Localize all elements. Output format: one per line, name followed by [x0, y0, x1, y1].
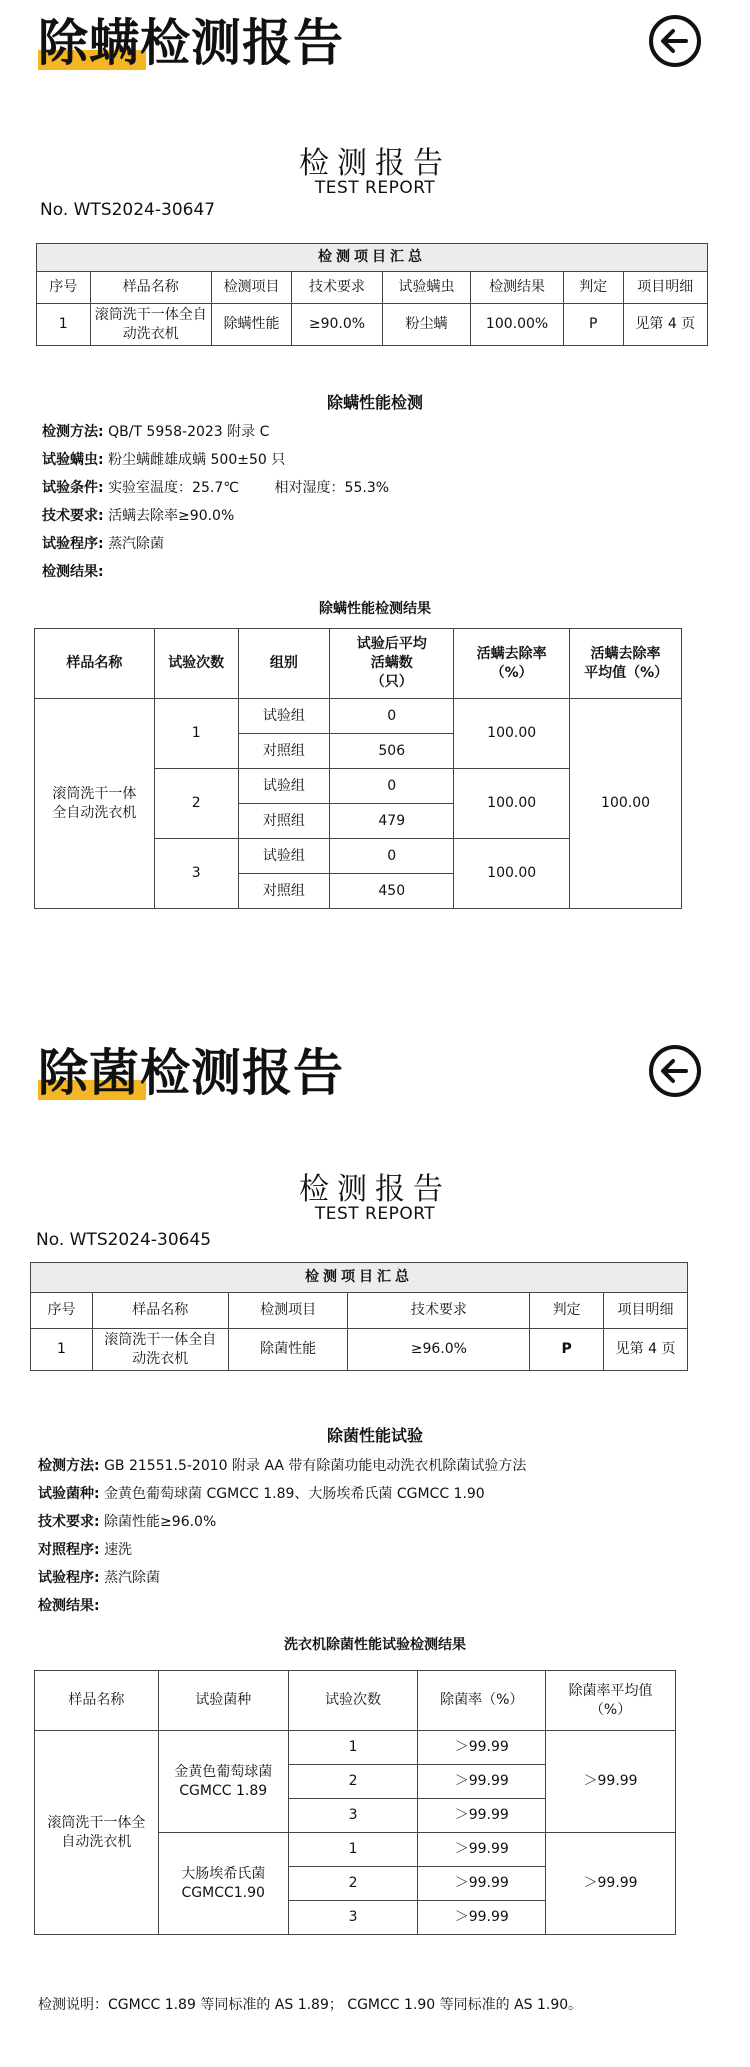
mite-count-cell: 0: [330, 769, 454, 804]
mite-count-cell: 0: [330, 839, 454, 874]
summary-header-row: [37, 272, 708, 304]
results-header-row: [35, 1671, 676, 1731]
removal-rate-cell: ＞99.99: [418, 1799, 546, 1833]
detail-value: 蒸汽除菌: [108, 536, 165, 552]
summary-cell: 除螨性能: [211, 304, 291, 346]
trial-number-cell: 3: [154, 839, 238, 909]
summary-header-cell: 样品名称: [92, 1293, 228, 1329]
detail-label: 试验菌种:: [38, 1486, 100, 1502]
group-label-cell: 对照组: [238, 874, 330, 909]
results-header-cell: 组别: [238, 629, 330, 699]
summary-cell: 见第 4 页: [604, 1329, 688, 1371]
report-subtitle: TEST REPORT: [314, 1204, 436, 1224]
mite-count-cell: 506: [330, 734, 454, 769]
detail-value: 除菌性能≥96.0%: [104, 1514, 217, 1530]
sample-name-cell: 滚筒洗干一体全自动洗衣机: [35, 699, 155, 909]
mite-count-cell: 0: [330, 699, 454, 734]
summary-header-cell: 试验螨虫: [382, 272, 471, 304]
test-details: [42, 418, 389, 586]
sample-name-cell: 滚筒洗干一体全自动洗衣机: [35, 1731, 159, 1935]
back-arrow-icon[interactable]: [648, 14, 702, 68]
detail-line: [42, 530, 389, 558]
detail-value: 实验室温度：25.7℃ 相对湿度：55.3%: [108, 480, 390, 496]
results-header-row: [35, 629, 682, 699]
group-label-cell: 对照组: [238, 734, 330, 769]
results-heading: 洗衣机除菌性能试验检测结果: [284, 1637, 466, 1653]
summary-cell: 见第 4 页: [623, 304, 707, 346]
group-label-cell: 对照组: [238, 804, 330, 839]
detail-line: [42, 474, 389, 502]
summary-table: [30, 1262, 688, 1371]
mite-report-section: [0, 0, 750, 1020]
results-header-cell: 活螨去除率（%）: [454, 629, 570, 699]
summary-header-cell: 技术要求: [292, 272, 383, 304]
detail-line: [42, 502, 389, 530]
results-header-cell: 试验菌种: [158, 1671, 288, 1731]
summary-header-cell: 项目明细: [623, 272, 707, 304]
average-rate-cell: ＞99.99: [546, 1731, 676, 1833]
removal-rate-cell: ＞99.99: [418, 1765, 546, 1799]
results-header-cell: 样品名称: [35, 1671, 159, 1731]
results-header-cell: 活螨去除率平均值（%）: [570, 629, 682, 699]
trial-number-cell: 3: [288, 1901, 418, 1935]
removal-rate-cell: ＞99.99: [418, 1833, 546, 1867]
summary-table: [36, 243, 708, 346]
mite-count-cell: 450: [330, 874, 454, 909]
summary-cell: P: [563, 304, 623, 346]
summary-cell: 除菌性能: [228, 1329, 348, 1371]
detail-line: [38, 1452, 526, 1480]
summary-row: [31, 1329, 688, 1371]
summary-caption: 检测项目汇总: [31, 1263, 688, 1293]
trial-number-cell: 1: [154, 699, 238, 769]
summary-header-cell: 技术要求: [348, 1293, 530, 1329]
removal-rate-cell: ＞99.99: [418, 1731, 546, 1765]
test-note: 检测说明：CGMCC 1.89 等同标准的 AS 1.89； CGMCC 1.90 等同标准的 AS 1.90。: [38, 1997, 583, 2013]
summary-cell: ≥96.0%: [348, 1329, 530, 1371]
results-header-cell: 除菌率（%）: [418, 1671, 546, 1731]
detail-line: [38, 1480, 526, 1508]
section-header: [38, 12, 344, 74]
test-details: [38, 1452, 526, 1620]
detail-value: 粉尘螨雌雄成螨 500±50 只: [108, 452, 286, 468]
detail-value: 速洗: [104, 1542, 133, 1558]
detail-label: 检测结果:: [38, 1598, 100, 1614]
detail-label: 试验螨虫:: [42, 452, 104, 468]
summary-header-cell: 序号: [37, 272, 91, 304]
detail-line: [42, 558, 389, 586]
removal-rate-cell: 100.00: [454, 699, 570, 769]
results-header-cell: 样品名称: [35, 629, 155, 699]
average-rate-cell: 100.00: [570, 699, 682, 909]
results-table: [34, 1670, 676, 1935]
removal-rate-cell: 100.00: [454, 839, 570, 909]
report-subtitle: TEST REPORT: [314, 178, 436, 198]
report-title: 检测报告: [299, 1172, 451, 1207]
summary-header-cell: 项目明细: [604, 1293, 688, 1329]
detail-value: QB/T 5958-2023 附录 C: [108, 424, 270, 440]
detail-line: [42, 446, 389, 474]
summary-cell: 1: [37, 304, 91, 346]
results-header-cell: 除菌率平均值（%）: [546, 1671, 676, 1731]
detail-line: [38, 1536, 526, 1564]
detail-label: 检测方法:: [42, 424, 104, 440]
detail-line: [38, 1564, 526, 1592]
bacteria-report-section: [0, 1030, 750, 2067]
results-header-cell: 试验次数: [288, 1671, 418, 1731]
group-label-cell: 试验组: [238, 699, 330, 734]
summary-caption: 检测项目汇总: [37, 244, 708, 272]
strain-cell: 金黄色葡萄球菌 CGMCC 1.89: [158, 1731, 288, 1833]
detail-value: 蒸汽除菌: [104, 1570, 161, 1586]
report-number: No. WTS2024-30647: [40, 200, 216, 220]
summary-header-cell: 检测结果: [471, 272, 564, 304]
results-header-cell: 试验后平均活螨数（只）: [330, 629, 454, 699]
average-rate-cell: ＞99.99: [546, 1833, 676, 1935]
summary-cell: 粉尘螨: [382, 304, 471, 346]
trial-number-cell: 2: [154, 769, 238, 839]
detail-label: 检测结果:: [42, 564, 104, 580]
detail-line: [42, 418, 389, 446]
summary-cell: 滚筒洗干一体全自动洗衣机: [92, 1329, 228, 1371]
detail-label: 试验程序:: [38, 1570, 100, 1586]
summary-cell: ≥90.0%: [292, 304, 383, 346]
group-label-cell: 试验组: [238, 769, 330, 804]
summary-row: [37, 304, 708, 346]
back-arrow-icon[interactable]: [648, 1044, 702, 1098]
section-title: 除菌检测报告: [38, 1044, 344, 1102]
detail-label: 检测方法:: [38, 1458, 100, 1474]
strain-cell: 大肠埃希氏菌 CGMCC1.90: [158, 1833, 288, 1935]
summary-header-cell: 样品名称: [90, 272, 211, 304]
detail-label: 技术要求:: [42, 508, 104, 524]
section-heading: 除菌性能试验: [326, 1426, 423, 1445]
trial-number-cell: 1: [288, 1731, 418, 1765]
detail-value: 活螨去除率≥90.0%: [108, 508, 235, 524]
report-number: No. WTS2024-30645: [36, 1230, 212, 1250]
summary-header-row: [31, 1293, 688, 1329]
summary-cell: 100.00%: [471, 304, 564, 346]
results-row: [35, 1731, 676, 1765]
summary-header-cell: 检测项目: [228, 1293, 348, 1329]
detail-value: 金黄色葡萄球菌 CGMCC 1.89、大肠埃希氏菌 CGMCC 1.90: [104, 1486, 485, 1502]
removal-rate-cell: 100.00: [454, 769, 570, 839]
mite-count-cell: 479: [330, 804, 454, 839]
results-header-cell: 试验次数: [154, 629, 238, 699]
summary-header-cell: 判定: [563, 272, 623, 304]
detail-line: [38, 1508, 526, 1536]
summary-header-cell: 序号: [31, 1293, 93, 1329]
detail-label: 试验条件:: [42, 480, 104, 496]
trial-number-cell: 2: [288, 1765, 418, 1799]
trial-number-cell: 3: [288, 1799, 418, 1833]
detail-line: [38, 1592, 526, 1620]
detail-label: 试验程序:: [42, 536, 104, 552]
summary-header-cell: 检测项目: [211, 272, 291, 304]
section-heading: 除螨性能检测: [326, 393, 423, 412]
report-title: 检测报告: [299, 146, 451, 181]
summary-cell: P: [530, 1329, 604, 1371]
removal-rate-cell: ＞99.99: [418, 1867, 546, 1901]
results-heading: 除螨性能检测结果: [319, 601, 431, 617]
trial-number-cell: 1: [288, 1833, 418, 1867]
group-label-cell: 试验组: [238, 839, 330, 874]
detail-value: GB 21551.5-2010 附录 AA 带有除菌功能电动洗衣机除菌试验方法: [104, 1458, 527, 1474]
results-table: [34, 628, 682, 909]
detail-label: 技术要求:: [38, 1514, 100, 1530]
summary-header-cell: 判定: [530, 1293, 604, 1329]
summary-cell: 滚筒洗干一体全自动洗衣机: [90, 304, 211, 346]
summary-cell: 1: [31, 1329, 93, 1371]
section-header: [38, 1042, 344, 1104]
trial-number-cell: 2: [288, 1867, 418, 1901]
detail-label: 对照程序:: [38, 1542, 100, 1558]
section-title: 除螨检测报告: [38, 14, 344, 72]
removal-rate-cell: ＞99.99: [418, 1901, 546, 1935]
results-row: [35, 699, 682, 734]
